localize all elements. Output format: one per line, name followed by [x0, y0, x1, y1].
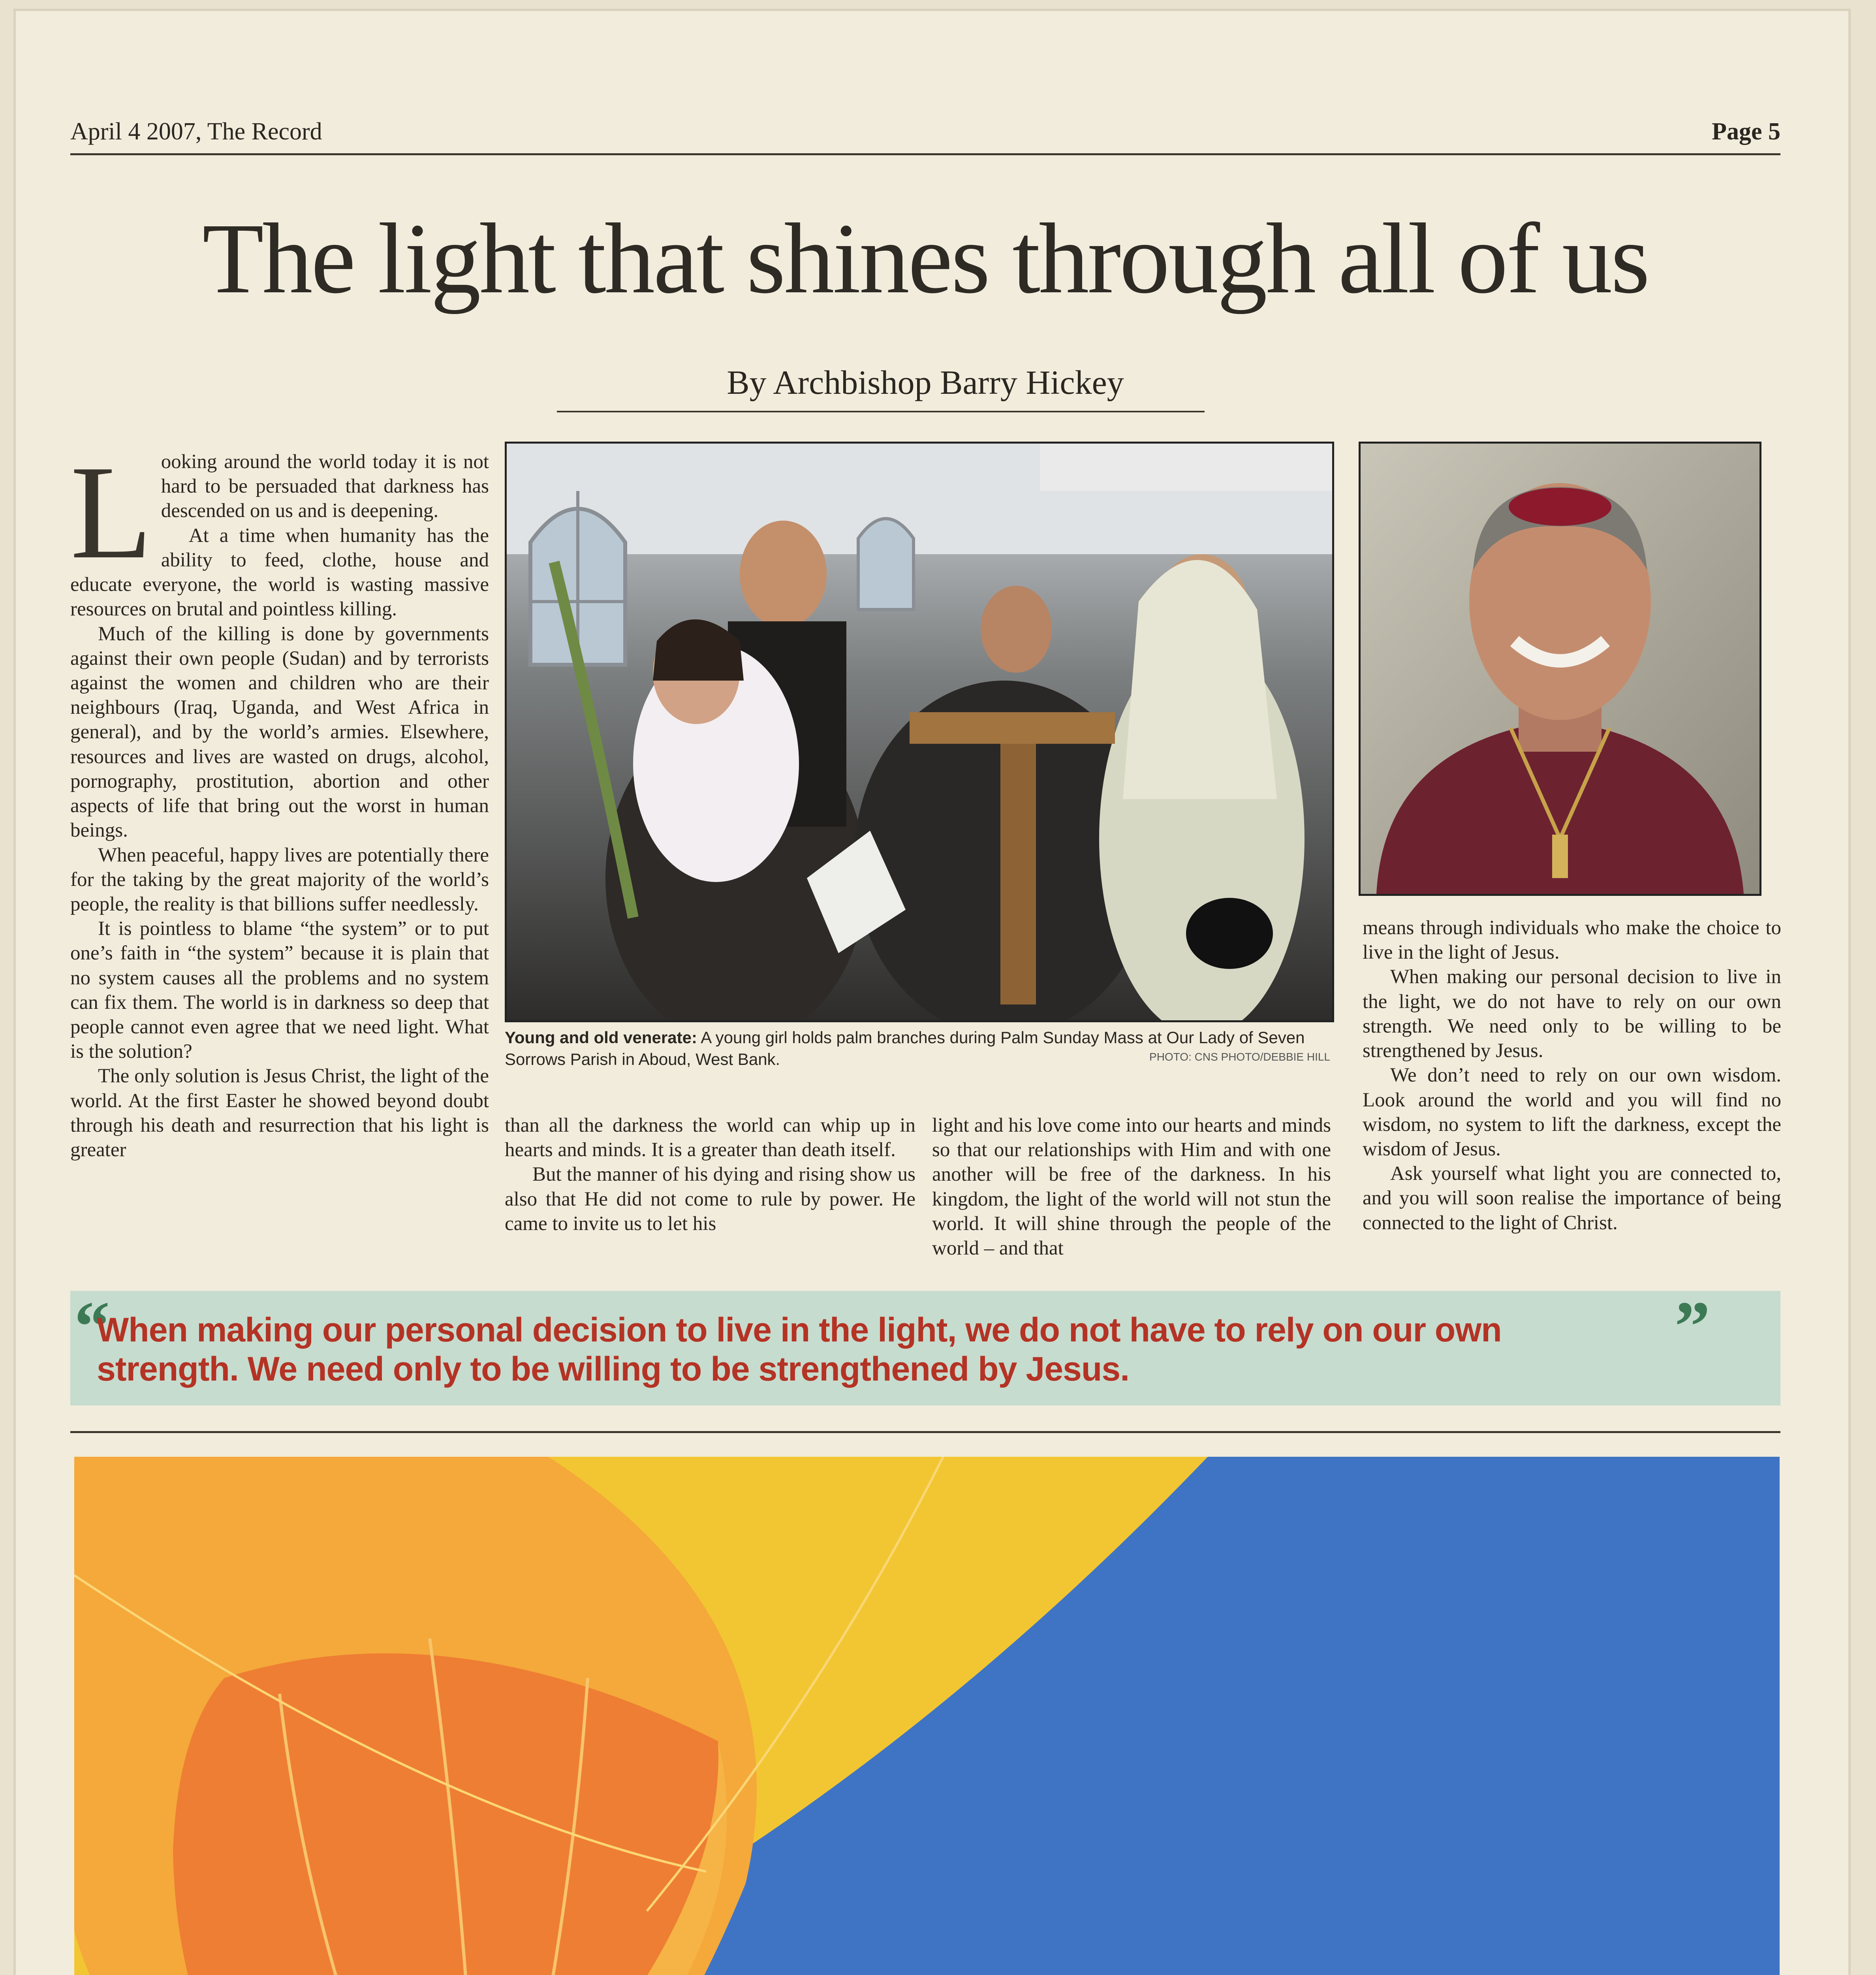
paragraph: ooking around the world today it is not hard to be persuaded that darkness has descended on us and is deepening.	[161, 451, 489, 522]
drop-cap: L	[70, 438, 152, 587]
palm-sunday-photo	[505, 442, 1334, 1022]
paragraph: Ask yourself what light you are connected to, and you will soon realise the importance of being connected to the light of Christ.	[1363, 1162, 1781, 1234]
archbishop-portrait-image	[1361, 444, 1759, 894]
caption-bold-lead: Young and old venerate:	[505, 1028, 697, 1047]
paragraph: We don’t need to rely on our own wisdom. Look around the world and you will find no wisdom, no system to lift the darkness, except the wisdom of Jesus.	[1363, 1064, 1781, 1160]
paragraph: When peaceful, happy lives are potentially there for the taking by the great majority of the world’s people, the reality is that billions suffer needlessly.	[70, 844, 489, 915]
superannuation-advertisement	[74, 1457, 1780, 1975]
header-page-number: Page 5	[1712, 118, 1780, 145]
headline: The light that shines through all of us	[202, 203, 1649, 314]
photo-caption	[505, 1027, 1330, 1070]
photo-credit: PHOTO: CNS PHOTO/DEBBIE HILL	[1149, 1051, 1330, 1063]
article-column-1	[70, 438, 489, 1162]
open-quote-icon: “	[74, 1287, 110, 1366]
hot-air-balloon-illustration	[74, 1457, 1780, 1975]
header-rule	[70, 153, 1780, 155]
paragraph: Much of the killing is done by governments against their own people (Sudan) and by terrorists against the women and children who are their neighbours (Iraq, Uganda, and West Africa in general), and by the world’s armies. Elsewhere, resources and lives are wasted on drugs, alcohol, pornography, prostitution, abortion and other aspects of life that bring out the worst in human beings.	[70, 623, 489, 842]
paragraph: It is pointless to blame “the system” or to put one’s faith in “the system” because it is plain that no system causes all the problems and no system can fix them. The world is in darkness so deep that people cannot even agree that we need light. What is the solution?	[70, 918, 489, 1063]
article-column-3	[932, 1113, 1331, 1260]
newspaper-page	[16, 11, 1848, 1975]
archbishop-portrait	[1359, 442, 1761, 896]
section-rule	[70, 1431, 1780, 1433]
byline-rule	[557, 411, 1205, 412]
byline: By Archbishop Barry Hickey	[727, 363, 1124, 401]
article-column-2	[505, 1113, 915, 1236]
paragraph: When making our personal decision to live in the light, we do not have to rely on our own strength. We need only to be willing to be strengthened by Jesus.	[1363, 966, 1781, 1062]
paragraph: light and his love come into our hearts and minds so that our relationships with Him and with one another will be free of the darkness. In his kingdom, the light of the world will not stun the world. It will shine through the people of the world – and that	[932, 1114, 1331, 1260]
paragraph: The only solution is Jesus Christ, the light of the world. At the first Easter he showed beyond doubt through his death and resurrection that his light is greater	[70, 1065, 489, 1161]
close-quote-icon: ”	[1675, 1287, 1710, 1366]
palm-sunday-photo-image	[507, 444, 1332, 1020]
article-column-4	[1363, 916, 1781, 1235]
header-date: April 4 2007, The Record	[70, 118, 322, 145]
pull-quote-text: When making our personal decision to live in the light, we do not have to rely on our own strength. We need only to be willing to be strengthened by Jesus.	[97, 1311, 1502, 1388]
caption-text: A young girl holds palm branches during Palm Sunday Mass at Our Lady of Seven Sorrows Parish in Aboud, West Bank.	[505, 1028, 1305, 1068]
paragraph: than all the darkness the world can whip up in hearts and minds. It is a greater than death itself.	[505, 1114, 915, 1161]
paragraph: At a time when humanity has the ability to feed, clothe, house and educate everyone, the world is wasting massive resources on brutal and pointless killing.	[70, 524, 489, 621]
paragraph: But the manner of his dying and rising show us also that He did not come to rule by power. He came to invite us to let his	[505, 1163, 915, 1235]
paragraph: means through individuals who make the choice to live in the light of Jesus.	[1363, 917, 1781, 964]
